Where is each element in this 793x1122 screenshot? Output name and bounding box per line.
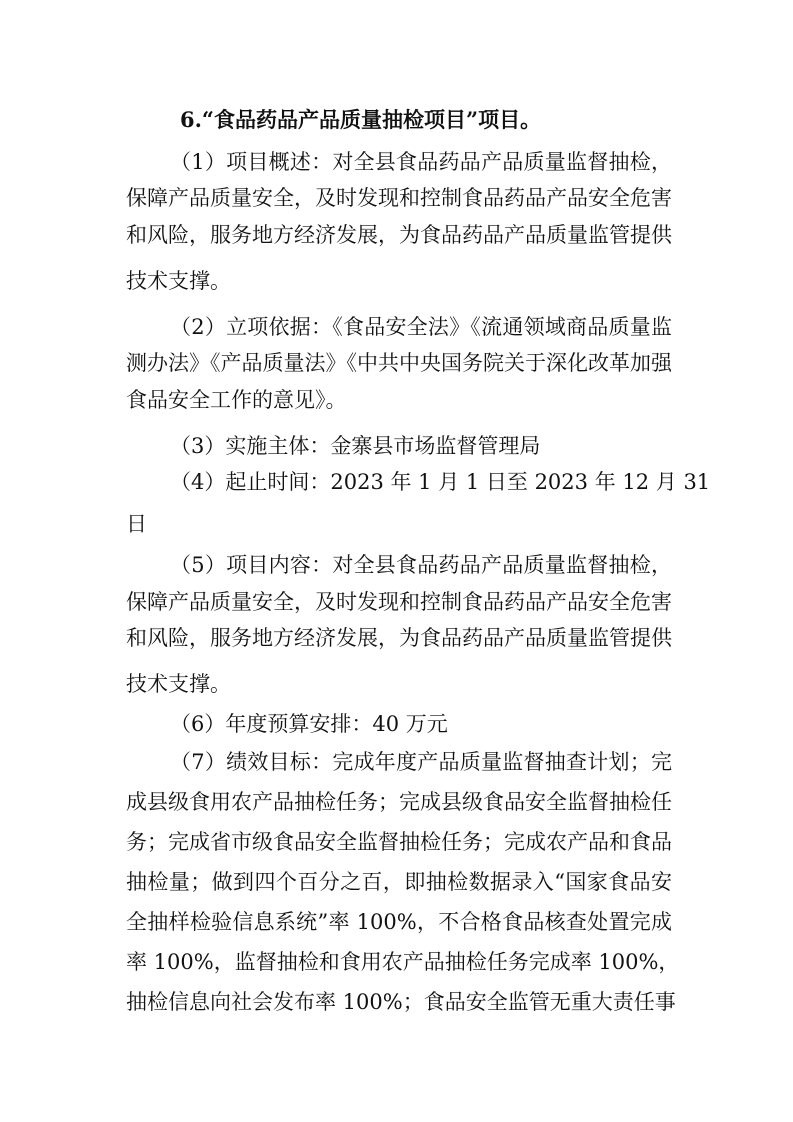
text-line: 率 100%，监督抽检和食用农产品抽检任务完成率 100%， bbox=[126, 950, 680, 974]
text-line: 抽检信息向社会发布率 100%；食品安全监管无重大责任事 bbox=[126, 990, 676, 1014]
text-line: 保障产品质量安全，及时发现和控制食品药品产品安全危害 bbox=[126, 186, 672, 210]
text-line: 保障产品质量安全，及时发现和控制食品药品产品安全危害 bbox=[126, 590, 672, 614]
text-line: 食品安全工作的意见》。 bbox=[126, 388, 347, 412]
text-line: （7）绩效目标：完成年度产品质量监督抽查计划；完 bbox=[170, 750, 672, 774]
text-line: 技术支撑。 bbox=[126, 269, 231, 293]
section-heading: 6.“食品药品产品质量抽检项目”项目。 bbox=[180, 107, 542, 132]
text-line: 测办法》《产品质量法》《中共中央国务院关于深化改革加强 bbox=[126, 351, 672, 375]
text-line: 技术支撑。 bbox=[126, 672, 231, 696]
text-line: 和风险，服务地方经济发展，为食品药品产品质量监管提供 bbox=[126, 626, 672, 650]
text-line: （2）立项依据：《食品安全法》《流通领域商品质量监 bbox=[170, 315, 672, 339]
text-line: 日 bbox=[126, 512, 147, 536]
text-line: 全抽样检验信息系统”率 100%，不合格食品核查处置完成 bbox=[126, 910, 672, 934]
text-line: 成县级食用农产品抽检任务；完成县级食品安全监督抽检任 bbox=[126, 790, 672, 814]
text-line: （5）项目内容：对全县食品药品产品质量监督抽检， bbox=[170, 553, 672, 577]
text-line: （6）年度预算安排：40 万元 bbox=[170, 712, 448, 736]
text-line: （4）起止时间：2023 年 1 月 1 日至 2023 年 12 月 31 bbox=[170, 470, 711, 494]
text-line: 务；完成省市级食品安全监督抽检任务；完成农产品和食品 bbox=[126, 830, 672, 854]
text-line: （1）项目概述：对全县食品药品产品质量监督抽检， bbox=[170, 150, 672, 174]
text-line: 抽检量；做到四个百分之百，即抽检数据录入“国家食品安 bbox=[126, 870, 672, 894]
text-line: （3）实施主体：金寨县市场监督管理局 bbox=[170, 434, 541, 458]
text-line: 和风险，服务地方经济发展，为食品药品产品质量监管提供 bbox=[126, 223, 672, 247]
